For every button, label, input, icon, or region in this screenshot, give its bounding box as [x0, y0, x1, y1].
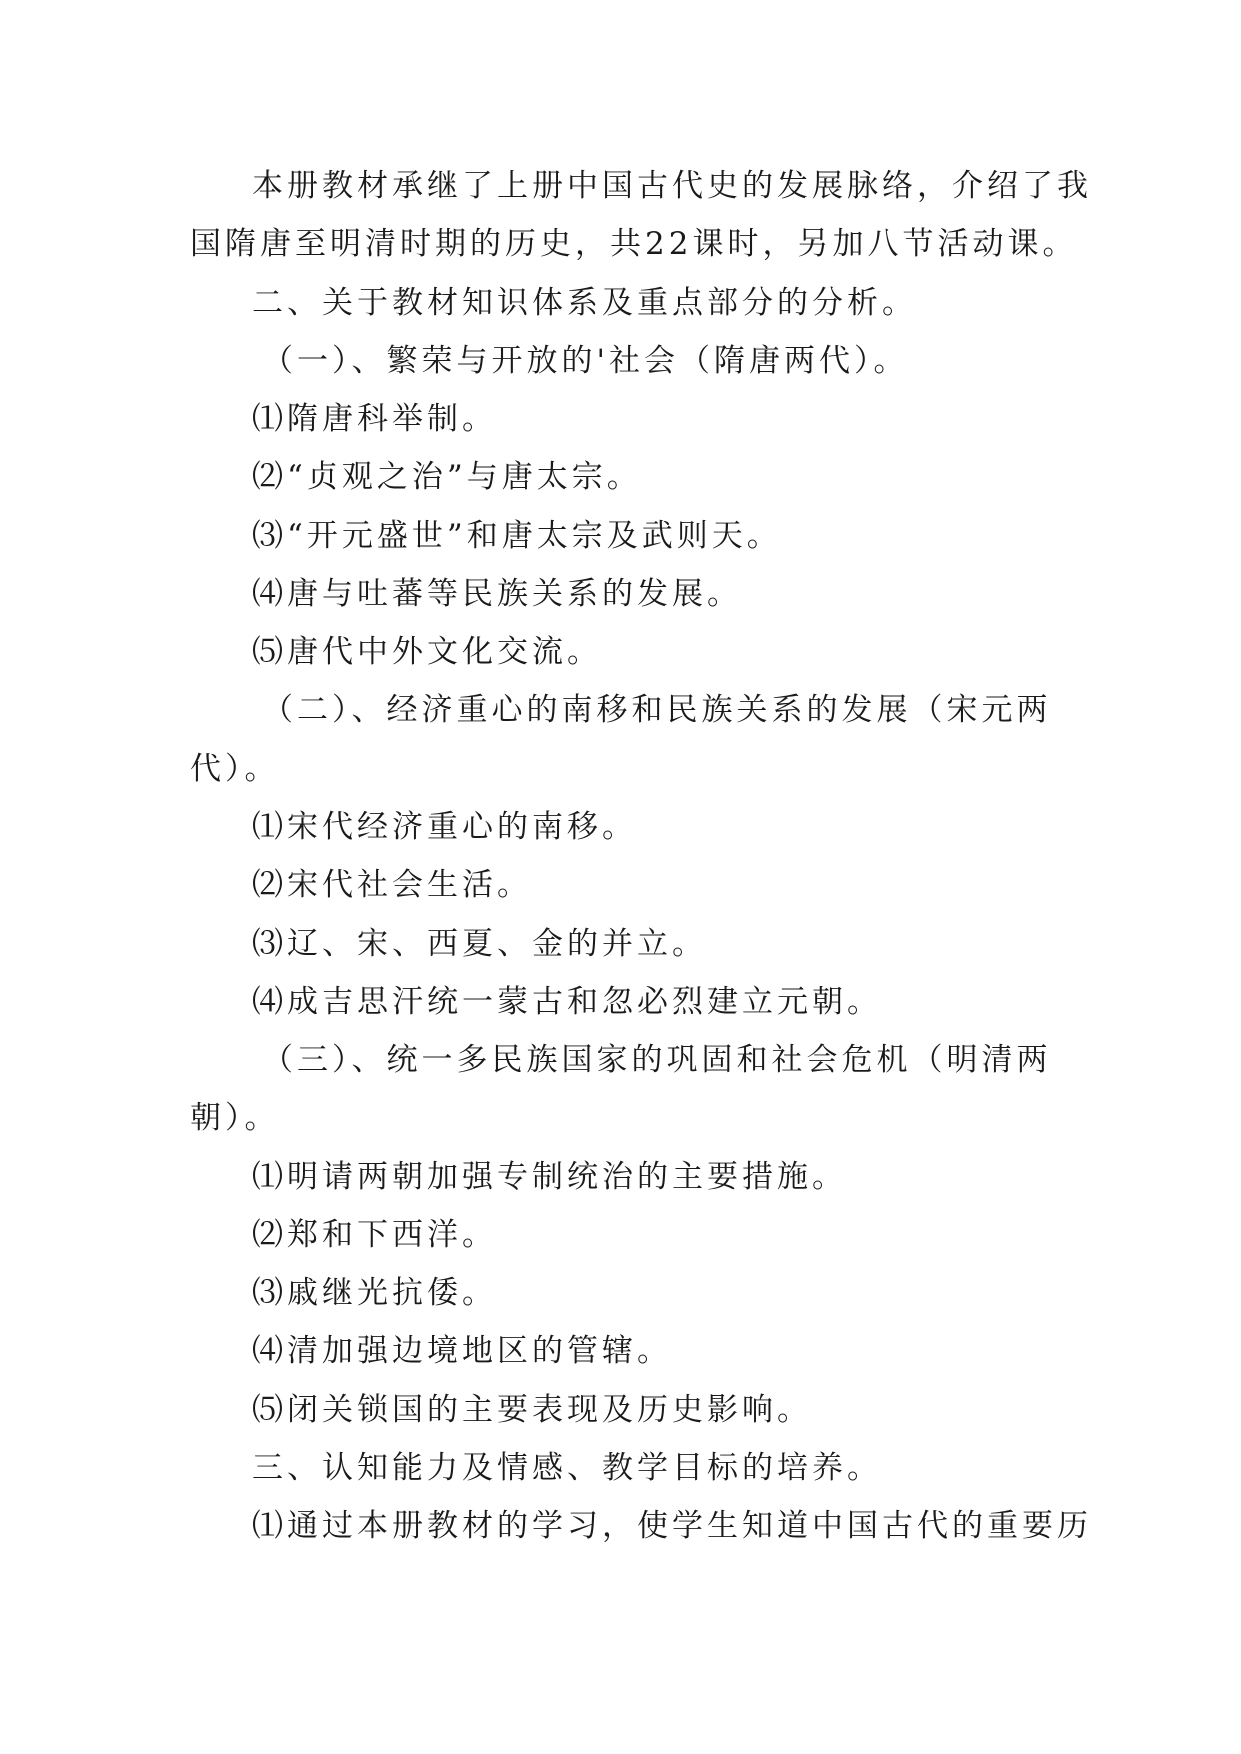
list-item: ⑵郑和下西洋。 [252, 1217, 497, 1253]
list-item: ⑶戚继光抗倭。 [252, 1275, 497, 1311]
list-item: ⑷唐与吐蕃等民族关系的发展。 [252, 576, 742, 612]
subsection-heading-2-line-2: 代）。 [190, 751, 280, 787]
subsection-heading-1: （一）、繁荣与开放的'社会（隋唐两代）。 [262, 343, 909, 379]
section-heading-2: 二、关于教材知识体系及重点部分的分析。 [252, 285, 917, 321]
paragraph-intro-line-1: 本册教材承继了上册中国古代史的发展脉络，介绍了我 [252, 168, 1092, 204]
list-item: ⑷清加强边境地区的管辖。 [252, 1333, 672, 1369]
list-item: ⑶“开元盛世”和唐太宗及武则天。 [252, 518, 782, 554]
list-item: ⑸闭关锁国的主要表现及历史影响。 [252, 1392, 812, 1428]
list-item: ⑸唐代中外文化交流。 [252, 634, 602, 670]
paragraph-intro-line-2: 国隋唐至明清时期的历史，共22课时，另加八节活动课。 [190, 226, 1078, 262]
section-heading-3: 三、认知能力及情感、教学目标的培养。 [252, 1450, 882, 1486]
subsection-heading-3-line-1: （三）、统一多民族国家的巩固和社会危机（明清两 [262, 1042, 1052, 1078]
list-item: ⑵“贞观之治”与唐太宗。 [252, 459, 642, 495]
list-item: ⑴通过本册教材的学习，使学生知道中国古代的重要历 [252, 1508, 1092, 1544]
subsection-heading-2-line-1: （二）、经济重心的南移和民族关系的发展（宋元两 [262, 692, 1052, 728]
list-item: ⑴明请两朝加强专制统治的主要措施。 [252, 1159, 847, 1195]
list-item: ⑷成吉思汗统一蒙古和忽必烈建立元朝。 [252, 984, 882, 1020]
list-item: ⑴隋唐科举制。 [252, 401, 497, 437]
list-item: ⑵宋代社会生活。 [252, 867, 532, 903]
list-item: ⑴宋代经济重心的南移。 [252, 809, 637, 845]
list-item: ⑶辽、宋、西夏、金的并立。 [252, 926, 707, 962]
subsection-heading-3-line-2: 朝）。 [190, 1100, 280, 1136]
